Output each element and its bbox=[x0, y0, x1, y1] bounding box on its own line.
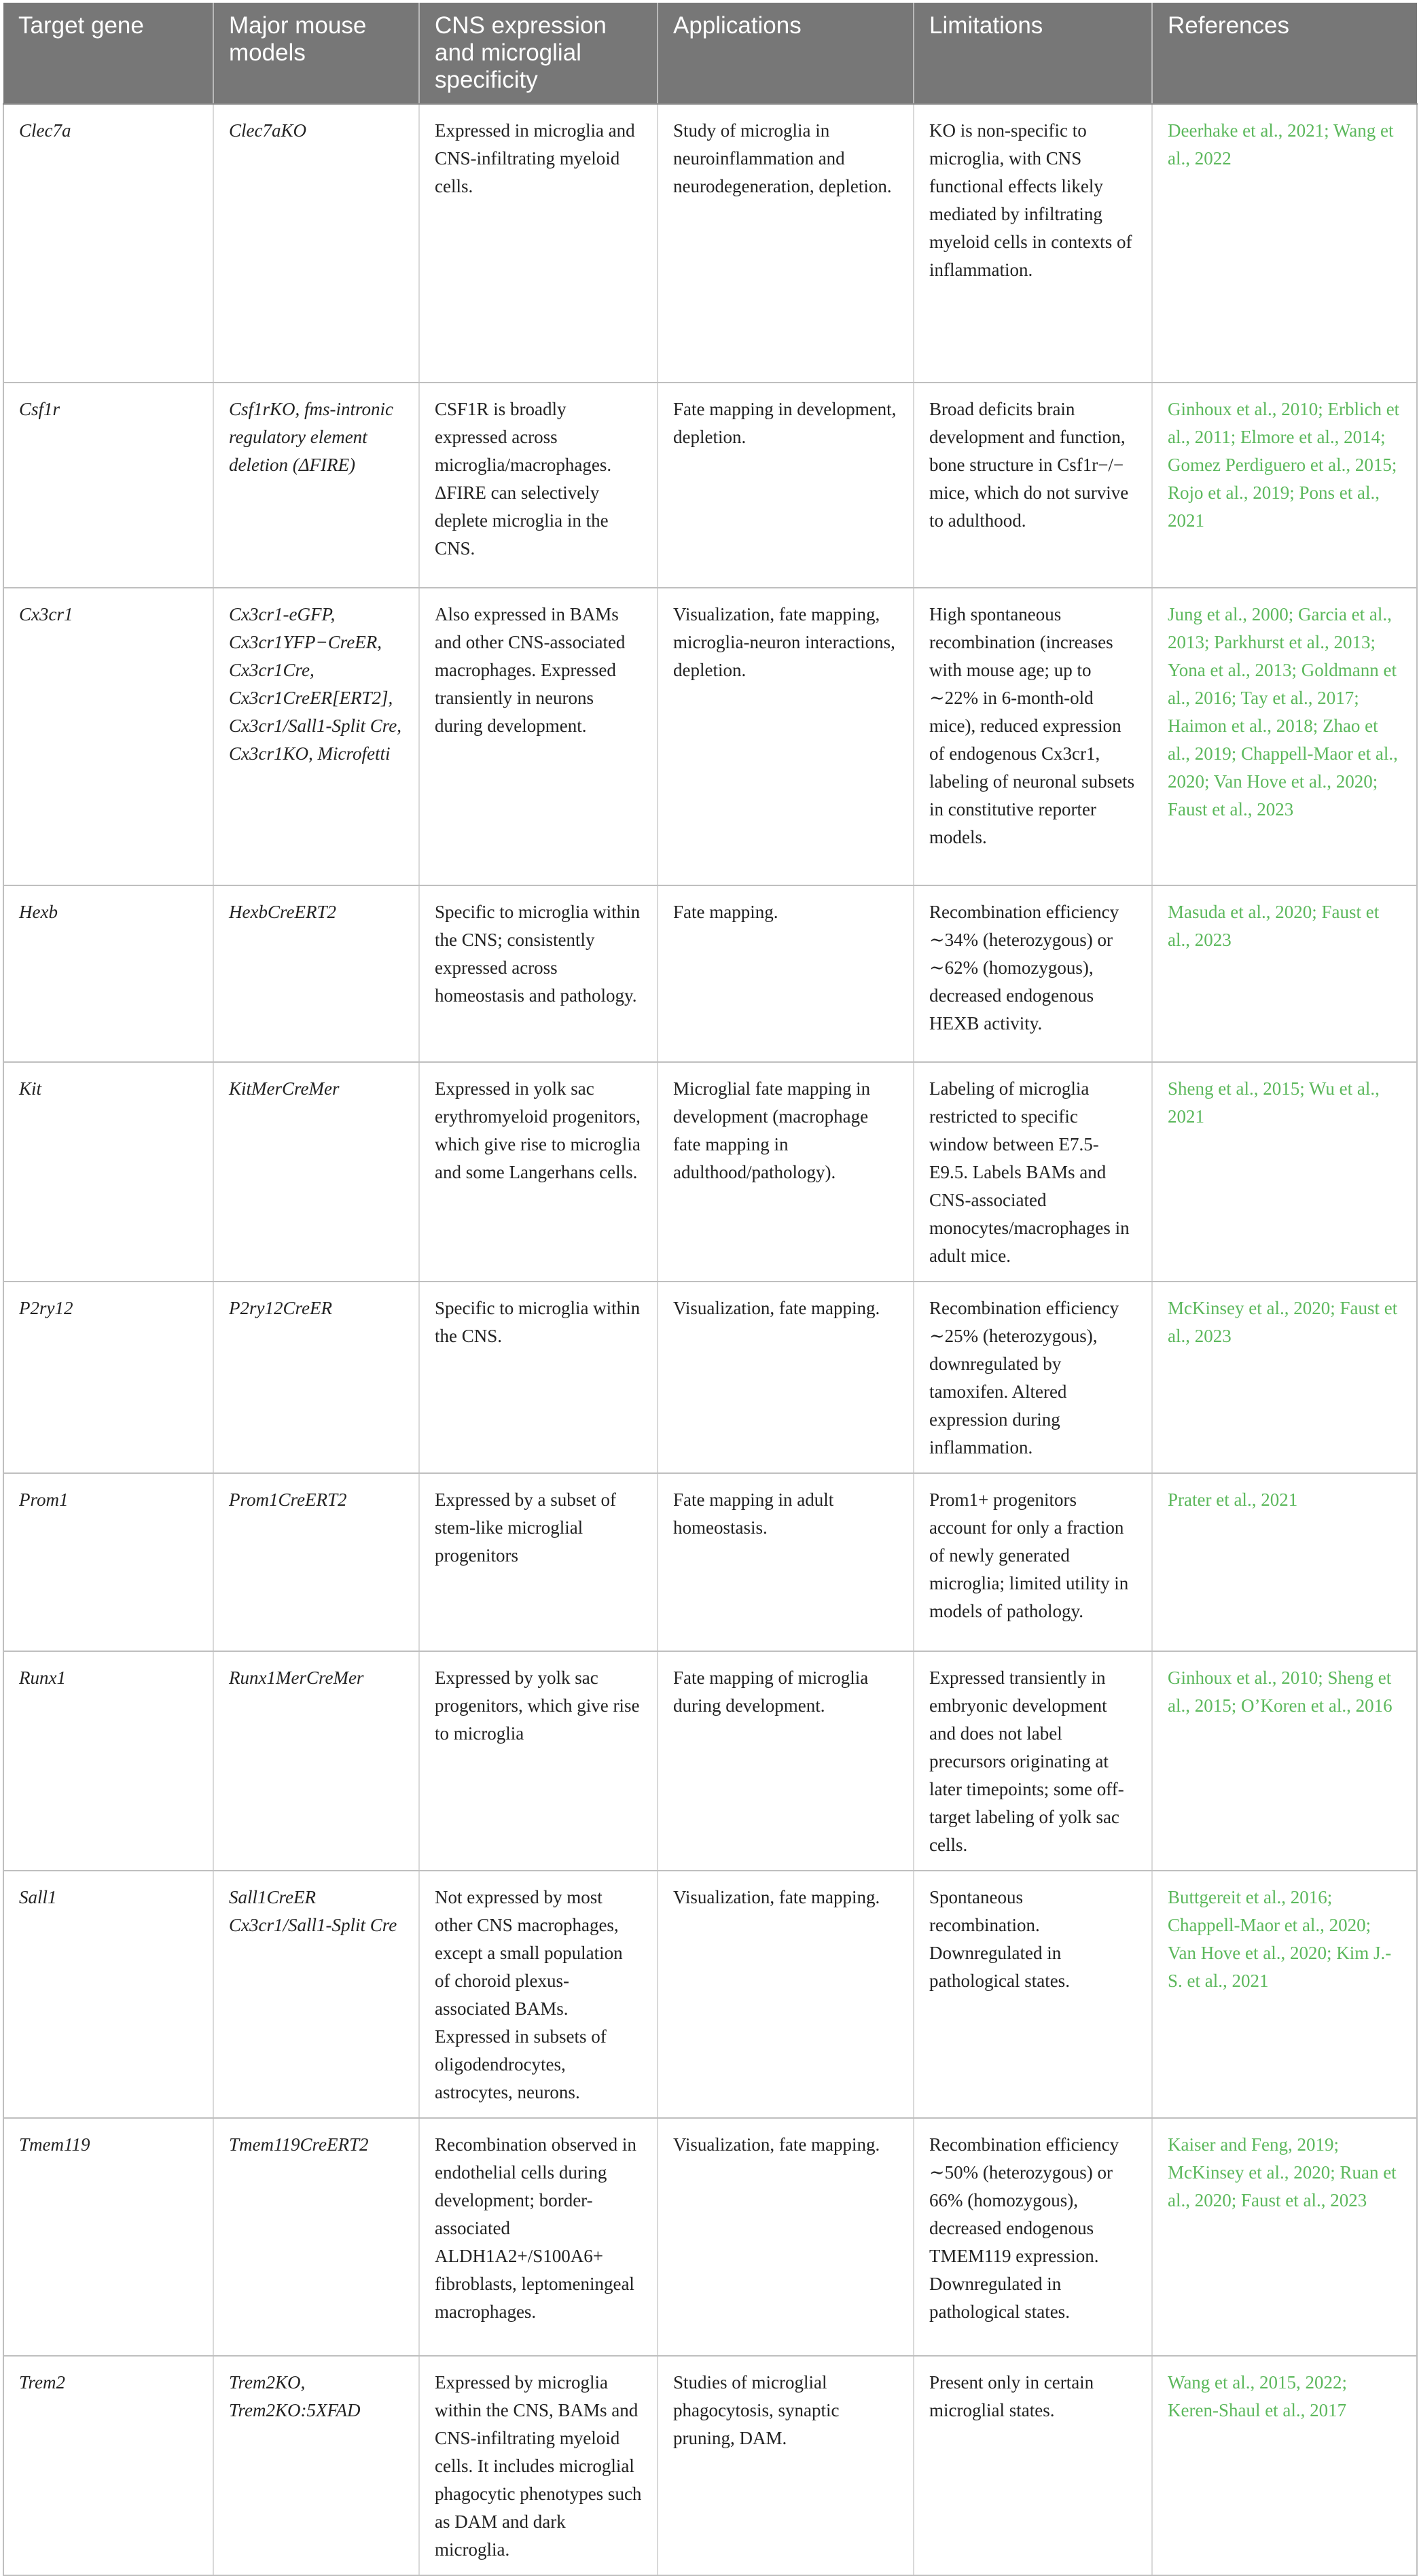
mouse-models-cell: Cx3cr1-eGFP, Cx3cr1YFP−CreER, Cx3cr1Cre, Cx3cr1CreER[ERT2], Cx3cr1/Sall1-Split Cre, Cx3cr1KO, Microfetti bbox=[213, 588, 419, 885]
table-body bbox=[3, 104, 1417, 2575]
expression-cell: Also expressed in BAMs and other CNS-associated macrophages. Expressed transiently in neurons during development. bbox=[419, 588, 658, 885]
references-cell[interactable]: Wang et al., 2015, 2022; Keren-Shaul et al., 2017 bbox=[1152, 2356, 1417, 2575]
target-gene-cell: Tmem119 bbox=[3, 2118, 213, 2356]
mouse-models-cell: Runx1MerCreMer bbox=[213, 1651, 419, 1871]
applications-cell: Visualization, fate mapping. bbox=[658, 1282, 914, 1473]
target-gene-cell: Kit bbox=[3, 1062, 213, 1282]
mouse-models-cell: Prom1CreERT2 bbox=[213, 1473, 419, 1651]
mouse-models-table bbox=[3, 3, 1418, 2576]
target-gene-cell: P2ry12 bbox=[3, 1282, 213, 1473]
header-applications: Applications bbox=[658, 3, 914, 104]
expression-cell: Expressed by a subset of stem-like microglial progenitors bbox=[419, 1473, 658, 1651]
references-cell[interactable]: Ginhoux et al., 2010; Erblich et al., 2011; Elmore et al., 2014; Gomez Perdiguero et al., 2015; Rojo et al., 2019; Pons et al., 2021 bbox=[1152, 383, 1417, 588]
applications-cell: Fate mapping in adult homeostasis. bbox=[658, 1473, 914, 1651]
mouse-models-cell: Tmem119CreERT2 bbox=[213, 2118, 419, 2356]
applications-cell: Fate mapping. bbox=[658, 885, 914, 1062]
mouse-models-cell: KitMerCreMer bbox=[213, 1062, 419, 1282]
references-cell[interactable]: Buttgereit et al., 2016; Chappell-Maor et al., 2020; Van Hove et al., 2020; Kim J.-S. et al., 2021 bbox=[1152, 1871, 1417, 2118]
header-target-gene: Target gene bbox=[3, 3, 213, 104]
table-row bbox=[3, 1062, 1417, 1282]
limitations-cell: Labeling of microglia restricted to specific window between E7.5-E9.5. Labels BAMs and CNS-associated monocytes/macrophages in adult mice. bbox=[914, 1062, 1152, 1282]
applications-cell: Fate mapping of microglia during development. bbox=[658, 1651, 914, 1871]
expression-cell: Specific to microglia within the CNS; consistently expressed across homeostasis and pathology. bbox=[419, 885, 658, 1062]
limitations-cell: Recombination efficiency ∼34% (heterozygous) or ∼62% (homozygous), decreased endogenous HEXB activity. bbox=[914, 885, 1152, 1062]
expression-cell: Expressed in microglia and CNS-infiltrating myeloid cells. bbox=[419, 104, 658, 383]
target-gene-cell: Csf1r bbox=[3, 383, 213, 588]
target-gene-cell: Cx3cr1 bbox=[3, 588, 213, 885]
expression-cell: Specific to microglia within the CNS. bbox=[419, 1282, 658, 1473]
references-cell[interactable]: Jung et al., 2000; Garcia et al., 2013; Parkhurst et al., 2013; Yona et al., 2013; Goldmann et al., 2016; Tay et al., 2017; Haimon et al., 2018; Zhao et al., 2019; Chappell-Maor et al., 2020; Van Hove et al., 2020; Faust et al., 2023 bbox=[1152, 588, 1417, 885]
limitations-cell: Broad deficits brain development and function, bone structure in Csf1r−/− mice, which do not survive to adulthood. bbox=[914, 383, 1152, 588]
references-cell[interactable]: Deerhake et al., 2021; Wang et al., 2022 bbox=[1152, 104, 1417, 383]
table-row bbox=[3, 2118, 1417, 2356]
references-cell[interactable]: Masuda et al., 2020; Faust et al., 2023 bbox=[1152, 885, 1417, 1062]
references-cell[interactable]: Ginhoux et al., 2010; Sheng et al., 2015; O’Koren et al., 2016 bbox=[1152, 1651, 1417, 1871]
table-row bbox=[3, 588, 1417, 885]
table-row bbox=[3, 383, 1417, 588]
mouse-models-cell: Trem2KO, Trem2KO:5XFAD bbox=[213, 2356, 419, 2575]
table-row bbox=[3, 1282, 1417, 1473]
applications-cell: Visualization, fate mapping. bbox=[658, 2118, 914, 2356]
applications-cell: Visualization, fate mapping, microglia-neuron interactions, depletion. bbox=[658, 588, 914, 885]
target-gene-cell: Prom1 bbox=[3, 1473, 213, 1651]
header-row bbox=[3, 3, 1417, 104]
target-gene-cell: Clec7a bbox=[3, 104, 213, 383]
table-row bbox=[3, 1651, 1417, 1871]
limitations-cell: Present only in certain microglial states. bbox=[914, 2356, 1152, 2575]
limitations-cell: Prom1+ progenitors account for only a fraction of newly generated microglia; limited utility in models of pathology. bbox=[914, 1473, 1152, 1651]
limitations-cell: High spontaneous recombination (increases with mouse age; up to ∼22% in 6-month-old mice), reduced expression of endogenous Cx3cr1, labeling of neuronal subsets in constitutive reporter models. bbox=[914, 588, 1152, 885]
table-header bbox=[3, 3, 1417, 104]
header-references: References bbox=[1152, 3, 1417, 104]
table-row bbox=[3, 885, 1417, 1062]
header-limitations: Limitations bbox=[914, 3, 1152, 104]
limitations-cell: Recombination efficiency ∼50% (heterozygous) or 66% (homozygous), decreased endogenous TMEM119 expression. Downregulated in pathological states. bbox=[914, 2118, 1152, 2356]
references-cell[interactable]: Kaiser and Feng, 2019; McKinsey et al., 2020; Ruan et al., 2020; Faust et al., 2023 bbox=[1152, 2118, 1417, 2356]
mouse-models-cell: Clec7aKO bbox=[213, 104, 419, 383]
expression-cell: Recombination observed in endothelial cells during development; border-associated ALDH1A2+/S100A6+ fibroblasts, leptomeningeal macrophages. bbox=[419, 2118, 658, 2356]
limitations-cell: Spontaneous recombination. Downregulated in pathological states. bbox=[914, 1871, 1152, 2118]
target-gene-cell: Hexb bbox=[3, 885, 213, 1062]
mouse-models-cell: Sall1CreER Cx3cr1/Sall1-Split Cre bbox=[213, 1871, 419, 2118]
expression-cell: Expressed by yolk sac progenitors, which give rise to microglia bbox=[419, 1651, 658, 1871]
table-row bbox=[3, 104, 1417, 383]
target-gene-cell: Runx1 bbox=[3, 1651, 213, 1871]
applications-cell: Study of microglia in neuroinflammation and neurodegeneration, depletion. bbox=[658, 104, 914, 383]
expression-cell: CSF1R is broadly expressed across microglia/macrophages. ΔFIRE can selectively deplete microglia in the CNS. bbox=[419, 383, 658, 588]
limitations-cell: Recombination efficiency ∼25% (heterozygous), downregulated by tamoxifen. Altered expression during inflammation. bbox=[914, 1282, 1152, 1473]
target-gene-cell: Trem2 bbox=[3, 2356, 213, 2575]
references-cell[interactable]: McKinsey et al., 2020; Faust et al., 2023 bbox=[1152, 1282, 1417, 1473]
applications-cell: Fate mapping in development, depletion. bbox=[658, 383, 914, 588]
limitations-cell: KO is non-specific to microglia, with CNS functional effects likely mediated by infiltrating myeloid cells in contexts of inflammation. bbox=[914, 104, 1152, 383]
expression-cell: Expressed by microglia within the CNS, BAMs and CNS-infiltrating myeloid cells. It includes microglial phagocytic phenotypes such as DAM and dark microglia. bbox=[419, 2356, 658, 2575]
header-major-mouse-models: Major mouse models bbox=[213, 3, 419, 104]
expression-cell: Expressed in yolk sac erythromyeloid progenitors, which give rise to microglia and some Langerhans cells. bbox=[419, 1062, 658, 1282]
references-cell[interactable]: Prater et al., 2021 bbox=[1152, 1473, 1417, 1651]
header-cns-expression: CNS expression and microglial specificity bbox=[419, 3, 658, 104]
target-gene-cell: Sall1 bbox=[3, 1871, 213, 2118]
applications-cell: Studies of microglial phagocytosis, synaptic pruning, DAM. bbox=[658, 2356, 914, 2575]
table-row bbox=[3, 1871, 1417, 2118]
mouse-models-cell: Csf1rKO, fms-intronic regulatory element deletion (ΔFIRE) bbox=[213, 383, 419, 588]
mouse-models-cell: HexbCreERT2 bbox=[213, 885, 419, 1062]
mouse-models-cell: P2ry12CreER bbox=[213, 1282, 419, 1473]
expression-cell: Not expressed by most other CNS macrophages, except a small population of choroid plexus-associated BAMs. Expressed in subsets of oligodendrocytes, astrocytes, neurons. bbox=[419, 1871, 658, 2118]
table-row bbox=[3, 2356, 1417, 2575]
applications-cell: Visualization, fate mapping. bbox=[658, 1871, 914, 2118]
references-cell[interactable]: Sheng et al., 2015; Wu et al., 2021 bbox=[1152, 1062, 1417, 1282]
table-row bbox=[3, 1473, 1417, 1651]
limitations-cell: Expressed transiently in embryonic development and does not label precursors originating at later timepoints; some off-target labeling of yolk sac cells. bbox=[914, 1651, 1152, 1871]
applications-cell: Microglial fate mapping in development (macrophage fate mapping in adulthood/pathology). bbox=[658, 1062, 914, 1282]
